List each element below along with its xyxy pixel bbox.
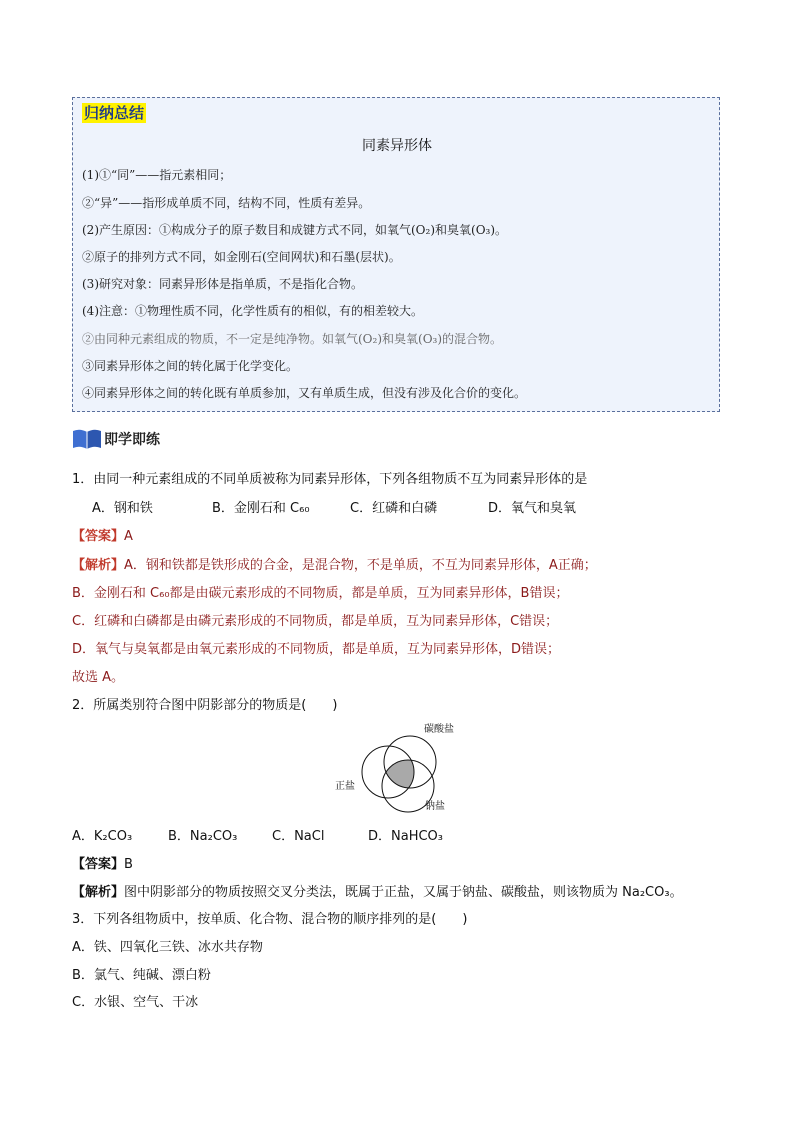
q1-analysis-4: D．氧气与臭氧都是由氧元素形成的不同物质，都是单质，互为同素异形体，D错误； (72, 642, 561, 657)
q2-analysis (72, 881, 683, 900)
q1-analysis-5: 故选 A。 (72, 670, 125, 685)
summary-line: ③同素异形体之间的转化属于化学变化。 (82, 359, 299, 373)
summary-line: ②“异”——指形成单质不同，结构不同，性质有差异。 (82, 196, 371, 210)
q1-analysis-3: C．红磷和白磷都是由磷元素形成的不同物质，都是单质，互为同素异形体，C错误； (72, 614, 559, 629)
q2-option-c: C．NaCl (272, 829, 325, 844)
q1-option-c: C．红磷和白磷 (350, 501, 438, 516)
venn-label-left: 正盐 (335, 781, 355, 792)
practice-header (72, 428, 160, 450)
analysis-tag: 【解析】 (72, 885, 125, 900)
summary-line: (4)注意：①物理性质不同，化学性质有的相似，有的相差较大。 (82, 304, 424, 318)
answer-value: B (124, 857, 133, 872)
q2-option-d: D．NaHCO₃ (368, 829, 443, 844)
q3-option-c: C．水银、空气、干冰 (72, 995, 199, 1010)
open-book-icon (72, 428, 102, 450)
q3-option-a: A．铁、四氧化三铁、冰水共存物 (72, 940, 263, 955)
summary-title: 同素异形体 (362, 138, 432, 154)
q3-stem: 3．下列各组物质中，按单质、化合物、混合物的顺序排列的是( ) (72, 912, 468, 927)
q2-option-a: A．K₂CO₃ (72, 829, 133, 844)
venn-label-bottom: 钠盐 (425, 801, 445, 812)
answer-tag: 【答案】 (72, 857, 125, 872)
summary-tag: 归纳总结 (84, 104, 145, 122)
practice-label: 即学即练 (104, 432, 160, 448)
answer-value: A (124, 529, 133, 544)
q1-stem: 1．由同一种元素组成的不同单质被称为同素异形体，下列各组物质不互为同素异形体的是 (72, 472, 588, 487)
analysis-tag: 【解析】 (72, 558, 125, 573)
venn-diagram (330, 718, 470, 818)
q1-option-a: A．钢和铁 (92, 501, 153, 516)
answer-tag: 【答案】 (72, 529, 125, 544)
summary-line: ②由同种元素组成的物质，不一定是纯净物。如氧气(O₂)和臭氧(O₃)的混合物。 (82, 332, 503, 346)
q2-option-b: B．Na₂CO₃ (168, 829, 238, 844)
q2-stem: 2．所属类别符合图中阴影部分的物质是( ) (72, 698, 338, 713)
analysis-text: 图中阴影部分的物质按照交叉分类法，既属于正盐，又属于钠盐、碳酸盐，则该物质为 Na₂CO₃。 (124, 885, 683, 900)
q1-analysis-2: B．金刚石和 C₆₀都是由碳元素形成的不同物质，都是单质，互为同素异形体，B错误； (72, 586, 569, 601)
summary-line: ②原子的排列方式不同，如金刚石(空间网状)和石墨(层状)。 (82, 250, 401, 264)
q1-analysis-1 (72, 554, 597, 573)
summary-line: ④同素异形体之间的转化既有单质参加，又有单质生成，但没有涉及化合价的变化。 (82, 386, 527, 400)
analysis-text: A．钢和铁都是铁形成的合金，是混合物，不是单质，不互为同素异形体，A正确； (124, 558, 597, 573)
venn-label-top: 碳酸盐 (424, 724, 454, 735)
summary-line: (2)产生原因：①构成分子的原子数目和成键方式不同，如氧气(O₂)和臭氧(O₃)。 (82, 223, 508, 237)
summary-line: (3)研究对象：同素异形体是指单质，不是指化合物。 (82, 277, 364, 291)
summary-line: (1)①“同”——指元素相同； (82, 168, 232, 182)
q1-answer (72, 525, 133, 544)
q1-option-d: D．氧气和臭氧 (488, 501, 577, 516)
q1-option-b: B．金刚石和 C₆₀ (212, 501, 310, 516)
q2-answer (72, 853, 133, 872)
q3-option-b: B．氯气、纯碱、漂白粉 (72, 968, 211, 983)
